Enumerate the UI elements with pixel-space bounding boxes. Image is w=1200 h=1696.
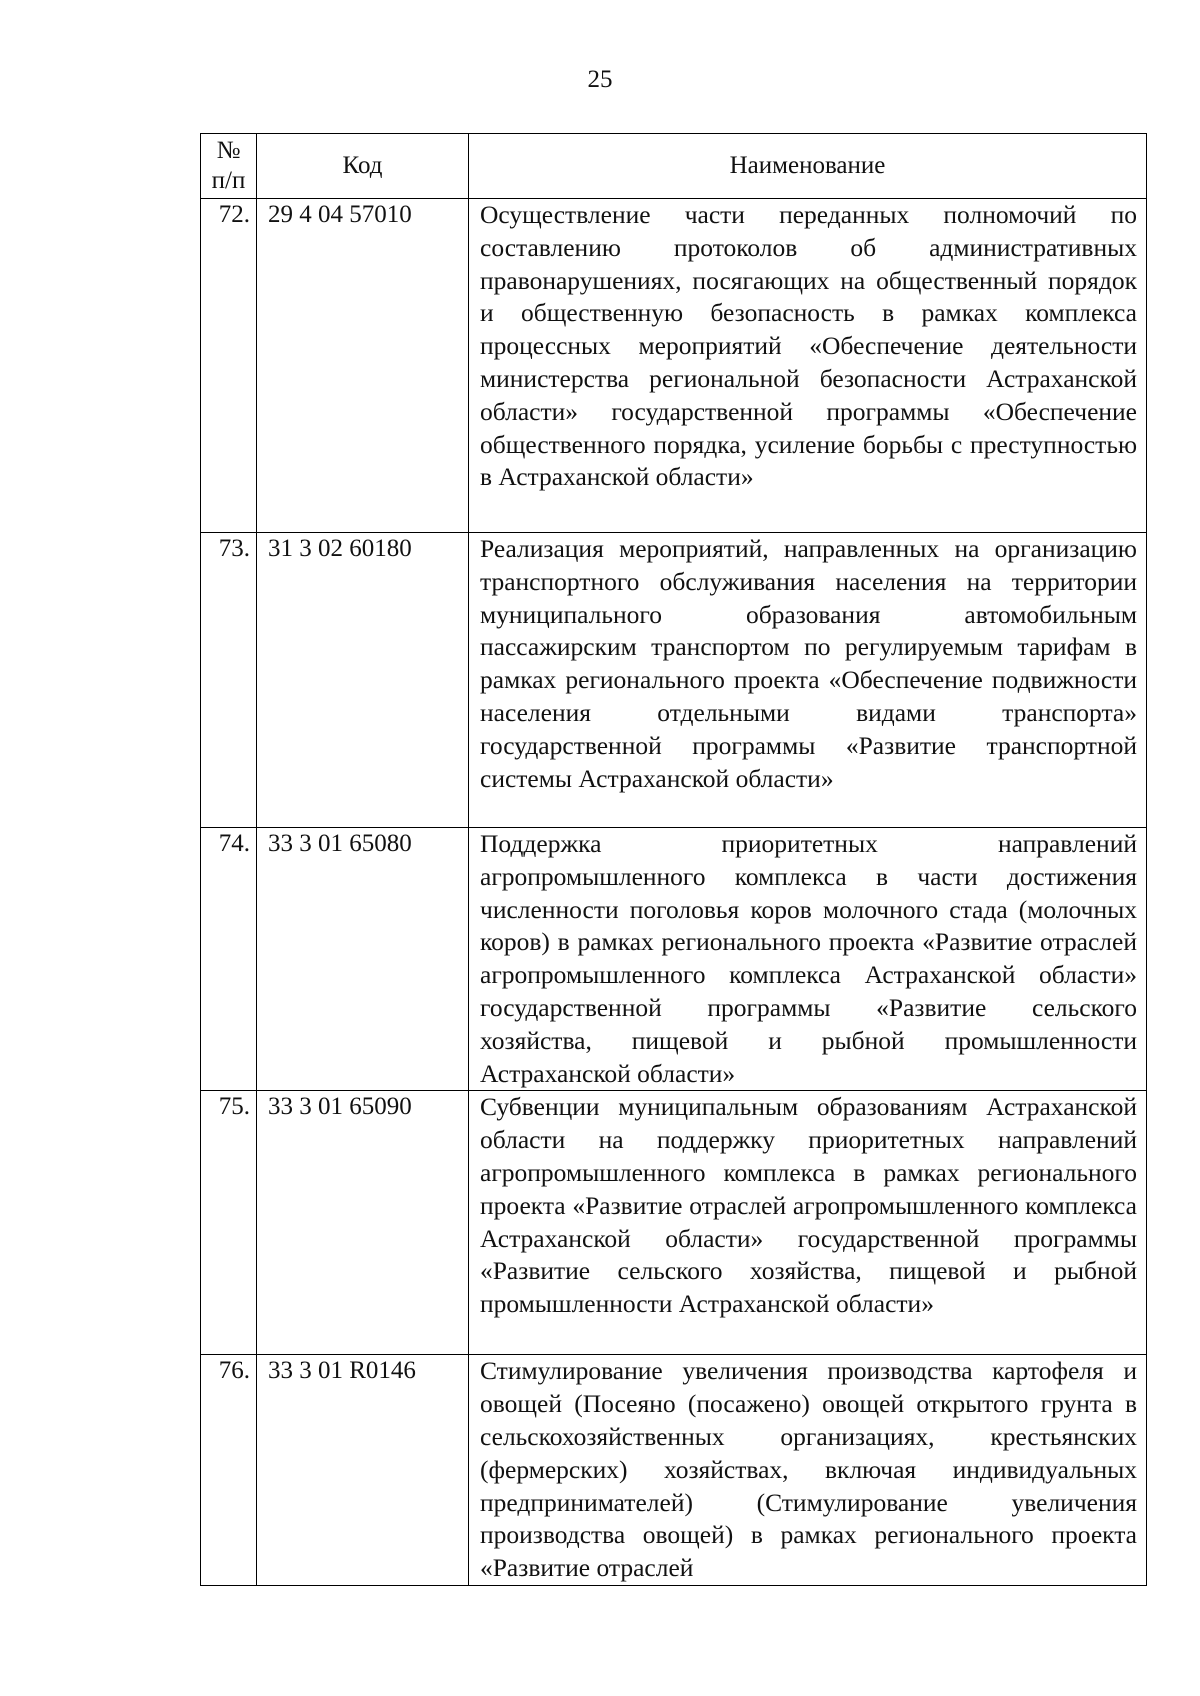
row-name: Поддержка приоритетных направлений агропромышленного комплекса в части достижения численности поголовья коров молочного стада (молочных коров) в рамках регионального проекта «Развитие отраслей агропромышленного комплекса Астраханской области» государственной программы «Развитие сельского хозяйства, пищевой и рыбной промышленности Астраханской области» xyxy=(469,828,1147,1091)
row-number: 76. xyxy=(201,1355,257,1586)
header-number-abbr: п/п xyxy=(211,167,246,194)
row-code: 33 3 01 65090 xyxy=(257,1091,469,1355)
header-number xyxy=(201,134,257,199)
table-row xyxy=(201,1355,1147,1586)
row-name: Субвенции муниципальным образованиям Астраханской области на поддержку приоритетных направлений агропромышленного комплекса в рамках регионального проекта «Развитие отраслей агропромышленного комплекса Астраханской области» государственной программы «Развитие сельского хозяйства, пищевой и рыбной промышленности Астраханской области» xyxy=(469,1091,1147,1355)
row-name: Осуществление части переданных полномочий по составлению протоколов об административных правонарушениях, посягающих на общественный порядок и общественную безопасность в рамках комплекса процессных мероприятий «Обеспечение деятельности министерства региональной безопасности Астраханской области» государственной программы «Обеспечение общественного порядка, усиление борьбы с преступностью в Астраханской области» xyxy=(469,199,1147,533)
table-row xyxy=(201,1091,1147,1355)
table-row xyxy=(201,828,1147,1091)
row-number: 75. xyxy=(201,1091,257,1355)
row-number: 73. xyxy=(201,533,257,828)
codes-table xyxy=(200,133,1147,1586)
header-name: Наименование xyxy=(469,134,1147,199)
row-name: Реализация мероприятий, направленных на организацию транспортного обслуживания населения на территории муниципального образования автомобильным пассажирским транспортом по регулируемым тарифам в рамках регионального проекта «Обеспечение подвижности населения отдельными видами транспорта» государственной программы «Развитие транспортной системы Астраханской области» xyxy=(469,533,1147,828)
row-code: 33 3 01 R0146 xyxy=(257,1355,469,1586)
table-row xyxy=(201,533,1147,828)
row-name: Стимулирование увеличения производства картофеля и овощей (Посеяно (посажено) овощей открытого грунта в сельскохозяйственных организациях, крестьянских (фермерских) хозяйствах, включая индивидуальных предпринимателей) (Стимулирование увеличения производства овощей) в рамках регионального проекта «Развитие отраслей xyxy=(469,1355,1147,1586)
table-header-row xyxy=(201,134,1147,199)
table-row xyxy=(201,199,1147,533)
row-number: 72. xyxy=(201,199,257,533)
page-number: 25 xyxy=(587,66,613,93)
row-number: 74. xyxy=(201,828,257,1091)
row-code: 31 3 02 60180 xyxy=(257,533,469,828)
header-code: Код xyxy=(257,134,469,199)
row-code: 29 4 04 57010 xyxy=(257,199,469,533)
row-code: 33 3 01 65080 xyxy=(257,828,469,1091)
header-number-sign: № xyxy=(216,137,241,164)
